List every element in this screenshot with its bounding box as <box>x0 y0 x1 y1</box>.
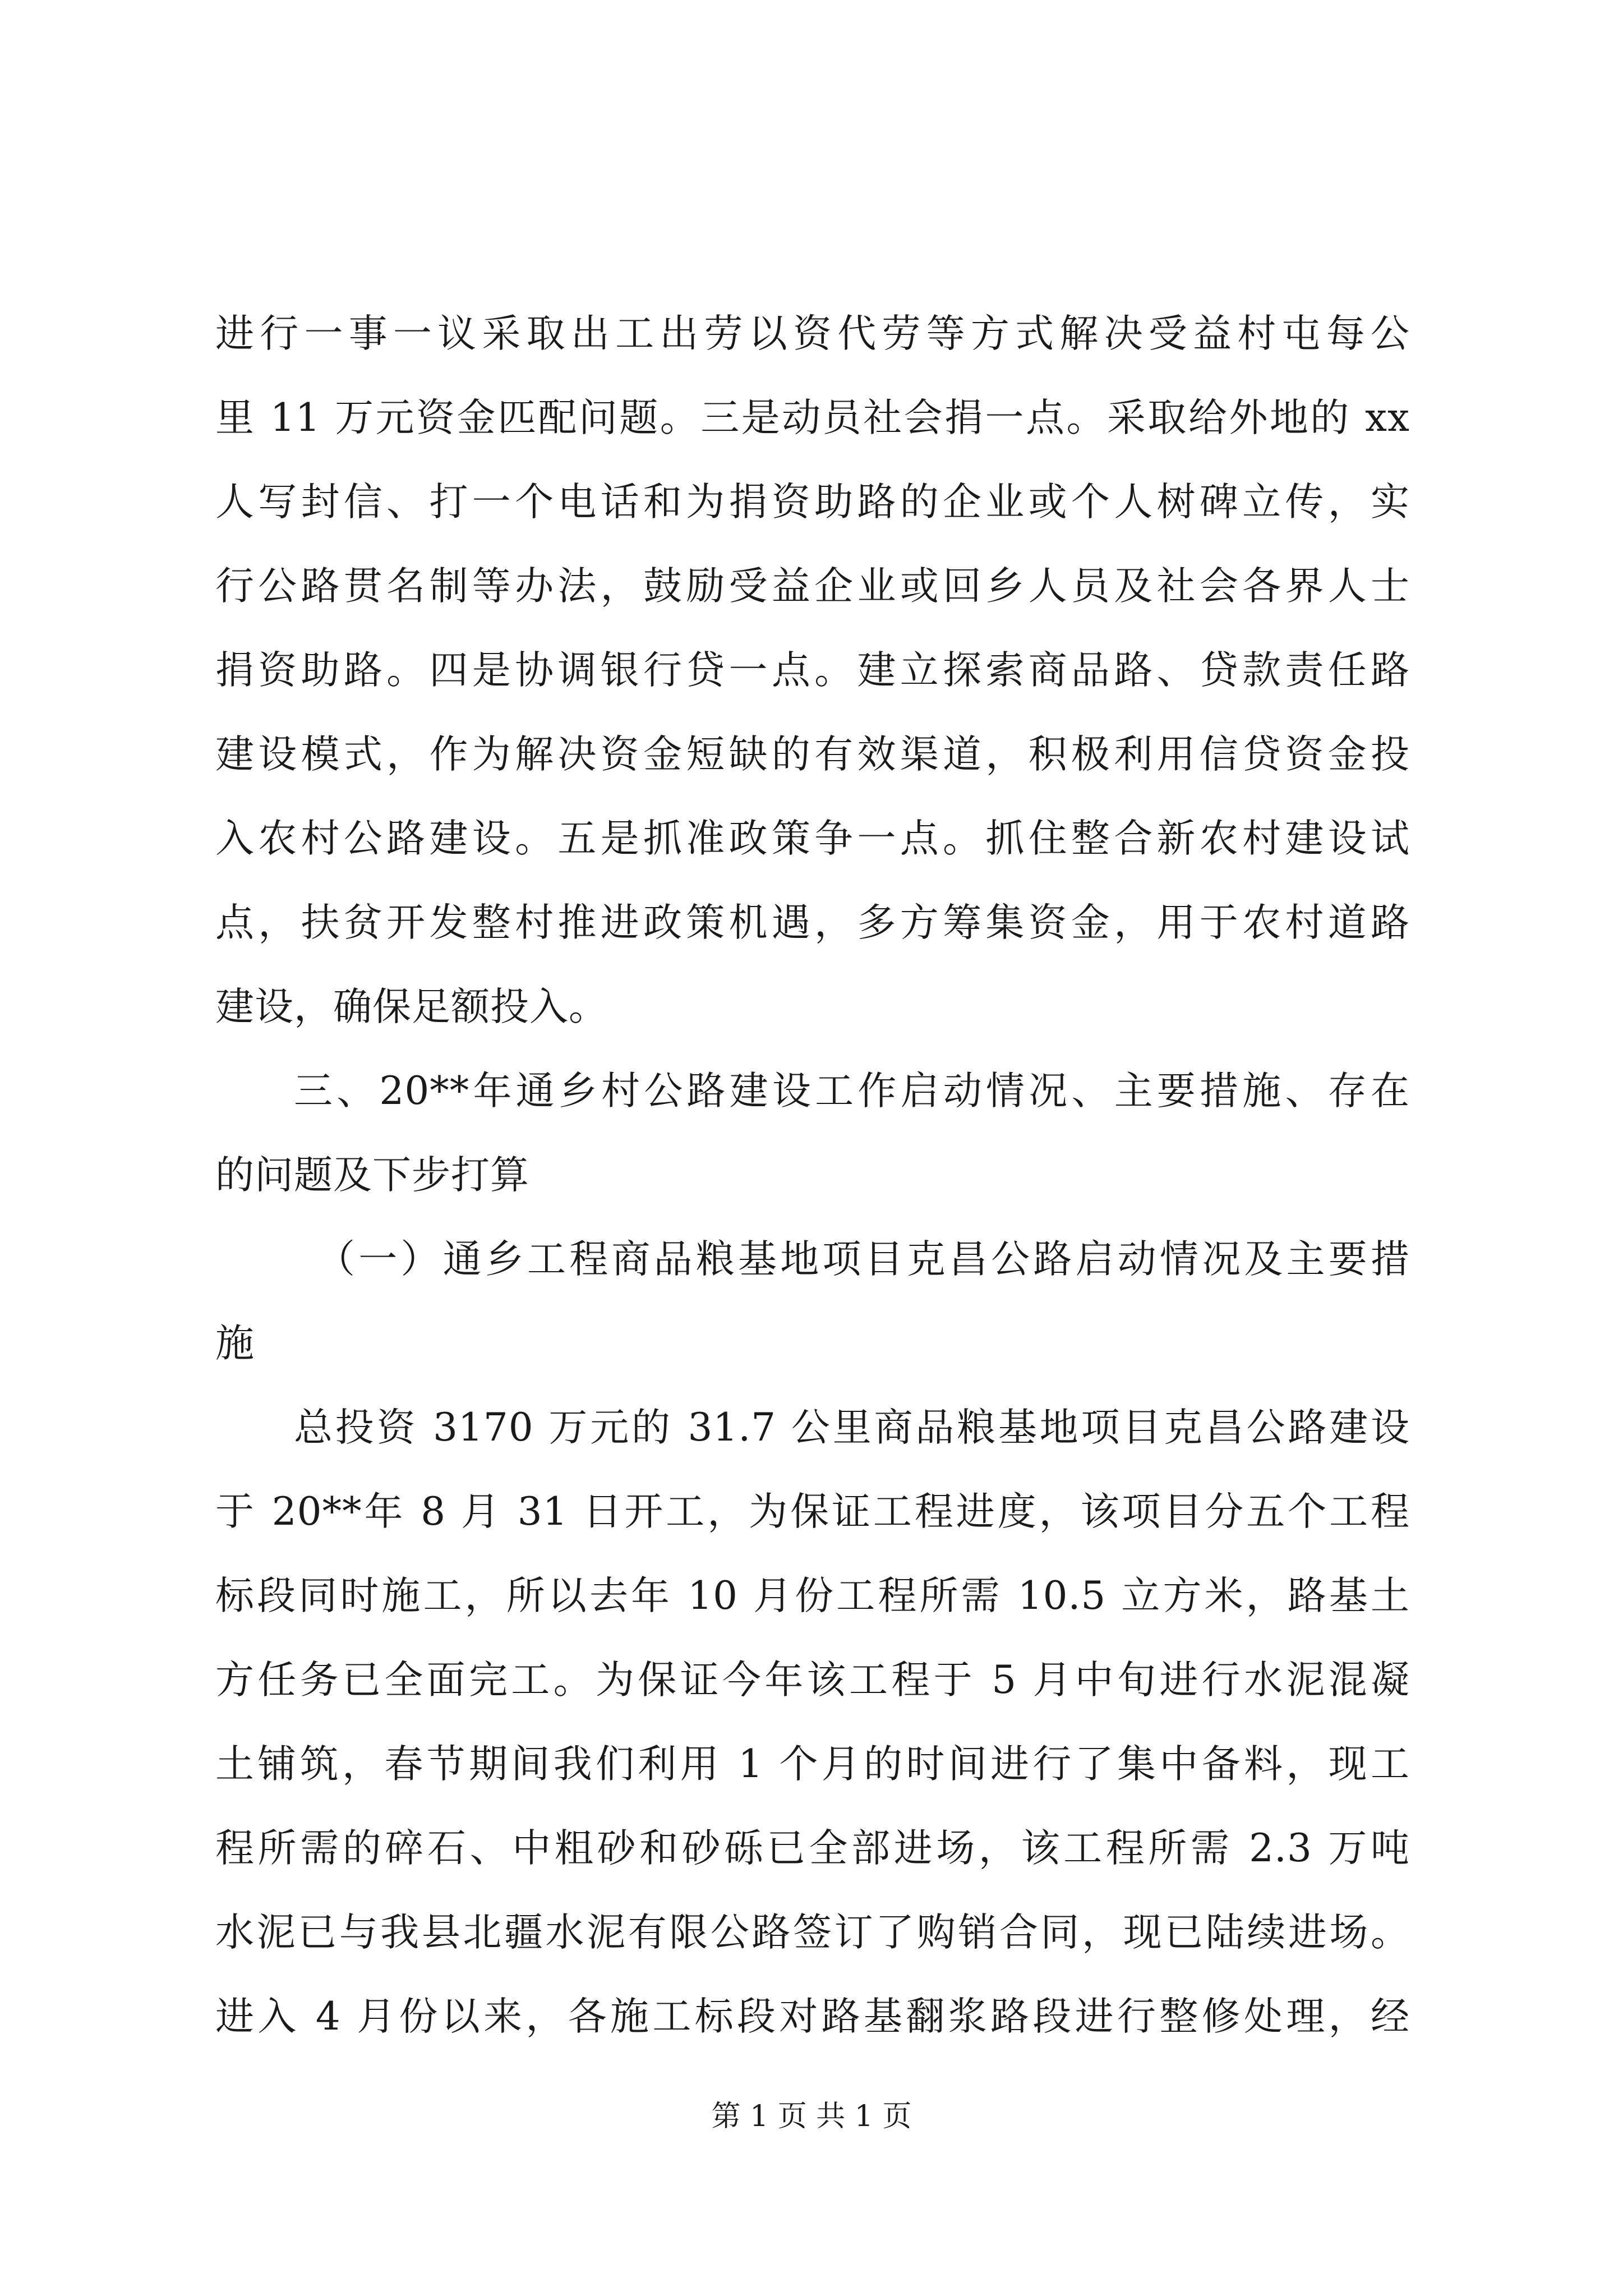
text-line: 程所需的碎石、中粗砂和砂砾已全部进场，该工程所需 2.3 万吨 <box>215 1826 1410 1871</box>
text-line: 里 11 万元资金匹配问题。三是动员社会捐一点。采取给外地的 xx <box>215 395 1410 440</box>
text-line: 的问题及下步打算 <box>215 1153 529 1198</box>
paragraph <box>215 1217 1410 1386</box>
page-footer: 第 1 页 共 1 页 <box>711 2100 912 2133</box>
document-body <box>215 292 1410 2059</box>
paragraph <box>215 1049 1410 1217</box>
paragraph <box>215 1386 1410 2059</box>
text-line: 水泥已与我县北疆水泥有限公路签订了购销合同，现已陆续进场。 <box>215 1910 1410 1955</box>
text-line: 捐资助路。四是协调银行贷一点。建立探索商品路、贷款责任路 <box>215 648 1410 693</box>
text-line: 人写封信、打一个电话和为捐资助路的企业或个人树碑立传，实 <box>215 480 1410 524</box>
text-line: 进入 4 月份以来，各施工标段对路基翻浆路段进行整修处理，经 <box>215 1994 1410 2039</box>
text-line: （一）通乡工程商品粮基地项目克昌公路启动情况及主要措 <box>316 1237 1410 1282</box>
text-line: 点，扶贫开发整村推进政策机遇，多方筹集资金，用于农村道路 <box>215 900 1410 945</box>
text-line: 标段同时施工，所以去年 10 月份工程所需 10.5 立方米，路基土 <box>215 1573 1410 1618</box>
text-line: 进行一事一议采取出工出劳以资代劳等方式解决受益村屯每公 <box>215 311 1410 356</box>
text-line: 三、20**年通乡村公路建设工作启动情况、主要措施、存在 <box>294 1069 1410 1114</box>
text-line: 于 20**年 8 月 31 日开工，为保证工程进度，该项目分五个工程 <box>215 1489 1410 1534</box>
text-line: 入农村公路建设。五是抓准政策争一点。抓住整合新农村建设试 <box>215 816 1410 861</box>
text-line: 建设，确保足额投入。 <box>215 984 608 1029</box>
paragraph <box>215 292 1410 1049</box>
text-line: 建设模式，作为解决资金短缺的有效渠道，积极利用信贷资金投 <box>215 732 1410 777</box>
text-line: 施 <box>215 1321 255 1366</box>
text-line: 方任务已全面完工。为保证今年该工程于 5 月中旬进行水泥混凝 <box>215 1658 1410 1703</box>
text-line: 总投资 3170 万元的 31.7 公里商品粮基地项目克昌公路建设 <box>294 1405 1410 1450</box>
text-line: 行公路贯名制等办法，鼓励受益企业或回乡人员及社会各界人士 <box>215 564 1410 609</box>
text-line: 土铺筑，春节期间我们利用 1 个月的时间进行了集中备料，现工 <box>215 1742 1410 1787</box>
